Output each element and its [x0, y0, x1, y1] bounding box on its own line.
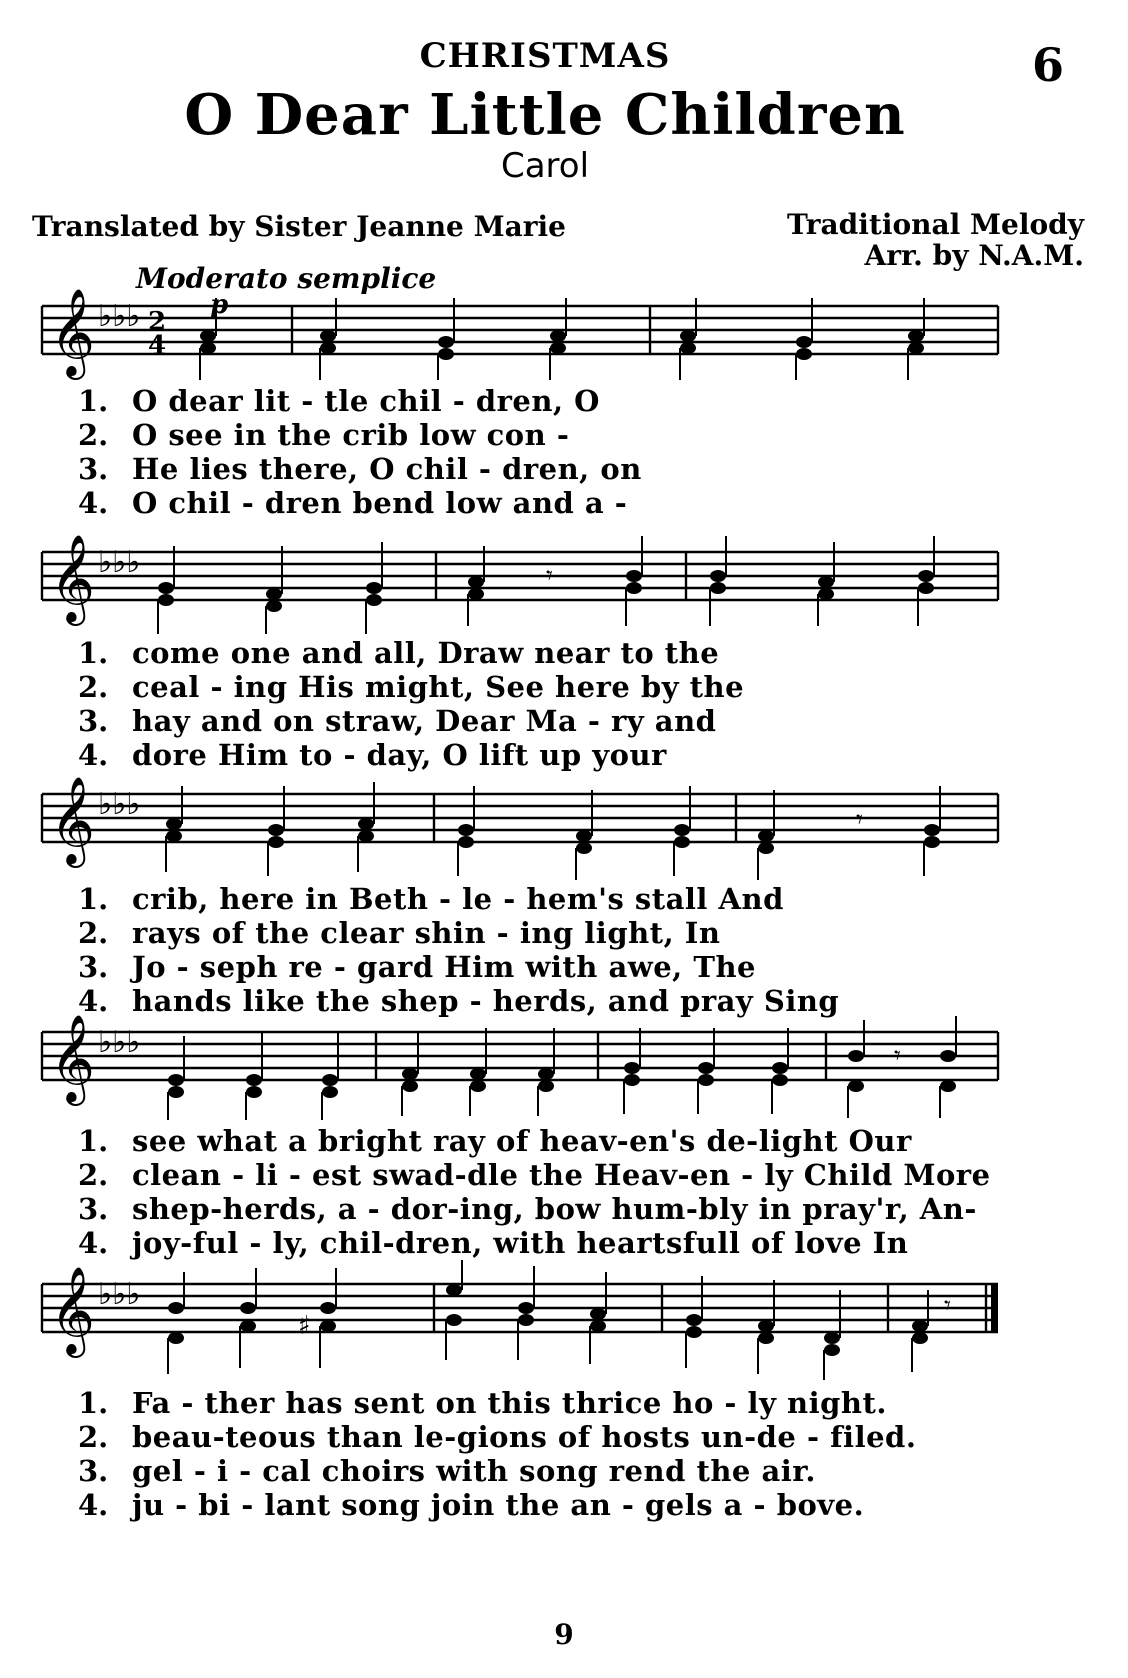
lyrics-system-4 [78, 1124, 1078, 1260]
verse-line [78, 1386, 1078, 1420]
verse-line [78, 384, 1078, 418]
svg-text:4: 4 [148, 331, 167, 361]
subtitle: Carol [500, 146, 590, 186]
lyric-text: hands like the shep - herds, and pray Sing [132, 984, 840, 1018]
verse-number: 4. [78, 984, 109, 1018]
lyric-text: O dear lit - tle chil - dren, O [132, 384, 600, 418]
verse-number: 4. [78, 1488, 109, 1522]
verse-line [78, 916, 1078, 950]
svg-text:♭♭♭: ♭♭♭ [98, 787, 141, 822]
lyric-text: joy-ful - ly, chil-dren, with heartsfull of love In [132, 1226, 909, 1260]
verse-line [78, 950, 1078, 984]
lyric-text: crib, here in Beth - le - hem's stall And [132, 882, 784, 916]
lyric-text: He lies there, O chil - dren, on [132, 452, 642, 486]
staff-system-1 [36, 268, 1086, 388]
verse-number: 3. [78, 452, 109, 486]
lyric-text: gel - i - cal choirs with song rend the air. [132, 1454, 817, 1488]
melody-credit: Traditional Melody [786, 208, 1084, 241]
lyric-text: see what a bright ray of heav-en's de-light Our [132, 1124, 912, 1158]
treble-clef-icon: 𝄞 [50, 287, 95, 376]
verse-number: 3. [78, 1454, 109, 1488]
verse-line [78, 670, 1078, 704]
verse-number: 1. [78, 882, 109, 916]
svg-text:♭♭♭: ♭♭♭ [98, 299, 141, 334]
svg-text:♭♭♭: ♭♭♭ [98, 1277, 141, 1312]
verse-number: 2. [78, 1420, 109, 1454]
staff-system-5 [36, 1256, 1086, 1386]
verse-line [78, 418, 1078, 452]
dynamic-marking: p [210, 290, 229, 320]
verse-line [78, 1226, 1078, 1260]
sharp-icon: ♯ [298, 1311, 311, 1341]
music-system-2 [36, 522, 1086, 642]
verse-line [78, 882, 1078, 916]
verse-number: 2. [78, 670, 109, 704]
treble-clef-icon: 𝄞 [50, 1013, 95, 1102]
verse-line [78, 1124, 1078, 1158]
lyric-text: O see in the crib low con - [132, 418, 570, 452]
verse-number: 3. [78, 1192, 109, 1226]
lyrics-system-2 [78, 636, 1078, 772]
verse-number: 4. [78, 1226, 109, 1260]
lyric-text: shep-herds, a - dor-ing, bow hum-bly in pray'r, An- [132, 1192, 977, 1226]
verse-number: 1. [78, 1386, 109, 1420]
svg-text:♭♭♭: ♭♭♭ [98, 545, 141, 580]
lyrics-system-5 [78, 1386, 1078, 1522]
lyric-text: ceal - ing His might, See here by the [132, 670, 745, 704]
verse-number: 1. [78, 1124, 109, 1158]
rest-icon: 𝄾 [546, 561, 553, 591]
verse-number: 2. [78, 916, 109, 950]
staff-system-4 [36, 1002, 1086, 1122]
page-title: O Dear Little Children [184, 82, 906, 148]
music-system-4 [36, 1002, 1086, 1122]
lyrics-system-1 [78, 384, 1078, 520]
verse-number: 1. [78, 636, 109, 670]
lyric-text: Fa - ther has sent on this thrice ho - ly night. [132, 1386, 887, 1420]
lyric-text: hay and on straw, Dear Ma - ry and [132, 704, 717, 738]
verse-line [78, 738, 1078, 772]
hymn-number: 6 [1031, 38, 1064, 92]
verse-number: 3. [78, 704, 109, 738]
lyric-text: O chil - dren bend low and a - [132, 486, 628, 520]
lyric-text: Jo - seph re - gard Him with awe, The [132, 950, 756, 984]
verse-line [78, 1158, 1078, 1192]
lyric-text: beau-teous than le-gions of hosts un-de - filed. [132, 1420, 917, 1454]
verse-number: 1. [78, 384, 109, 418]
lyrics-system-3 [78, 882, 1078, 1018]
verse-line [78, 1420, 1078, 1454]
treble-clef-icon: 𝄞 [50, 533, 95, 622]
lyric-text: clean - li - est swad-dle the Heav-en - ly Child More [132, 1158, 991, 1192]
svg-text:2: 2 [148, 307, 167, 337]
treble-clef-icon: 𝄞 [50, 775, 95, 864]
verse-line [78, 1454, 1078, 1488]
rest-icon: 𝄾 [856, 805, 863, 835]
time-signature [148, 307, 166, 361]
composer-credit [787, 210, 1084, 272]
verse-line [78, 636, 1078, 670]
lyric-text: dore Him to - day, O lift up your [132, 738, 667, 772]
music-system-5 [36, 1256, 1086, 1386]
verse-number: 2. [78, 1158, 109, 1192]
page-number: 9 [554, 1618, 574, 1651]
verse-line [78, 1488, 1078, 1522]
tempo-marking: Moderato semplice [136, 262, 437, 295]
arranger-credit: Arr. by N.A.M. [864, 238, 1084, 272]
svg-text:♭♭♭: ♭♭♭ [98, 1025, 141, 1060]
staff-system-3 [36, 768, 1086, 888]
translator-credit: Translated by Sister Jeanne Marie [32, 210, 566, 243]
rest-icon: 𝄾 [894, 1041, 901, 1071]
lyric-text: rays of the clear shin - ing light, In [132, 916, 721, 950]
category-heading: CHRISTMAS [419, 36, 671, 76]
verse-line [78, 1192, 1078, 1226]
lyric-text: ju - bi - lant song join the an - gels a - bove. [132, 1488, 865, 1522]
verse-number: 2. [78, 418, 109, 452]
verse-number: 4. [78, 486, 109, 520]
staff-system-2 [36, 522, 1086, 642]
verse-line [78, 486, 1078, 520]
music-system-3 [36, 768, 1086, 888]
verse-line [78, 704, 1078, 738]
final-barline [991, 1284, 998, 1332]
verse-line [78, 452, 1078, 486]
lyric-text: come one and all, Draw near to the [132, 636, 720, 670]
treble-clef-icon: 𝄞 [50, 1265, 95, 1354]
verse-number: 4. [78, 738, 109, 772]
verse-number: 3. [78, 950, 109, 984]
music-system-1 [36, 268, 1086, 388]
rest-icon: 𝄾 [944, 1291, 951, 1321]
